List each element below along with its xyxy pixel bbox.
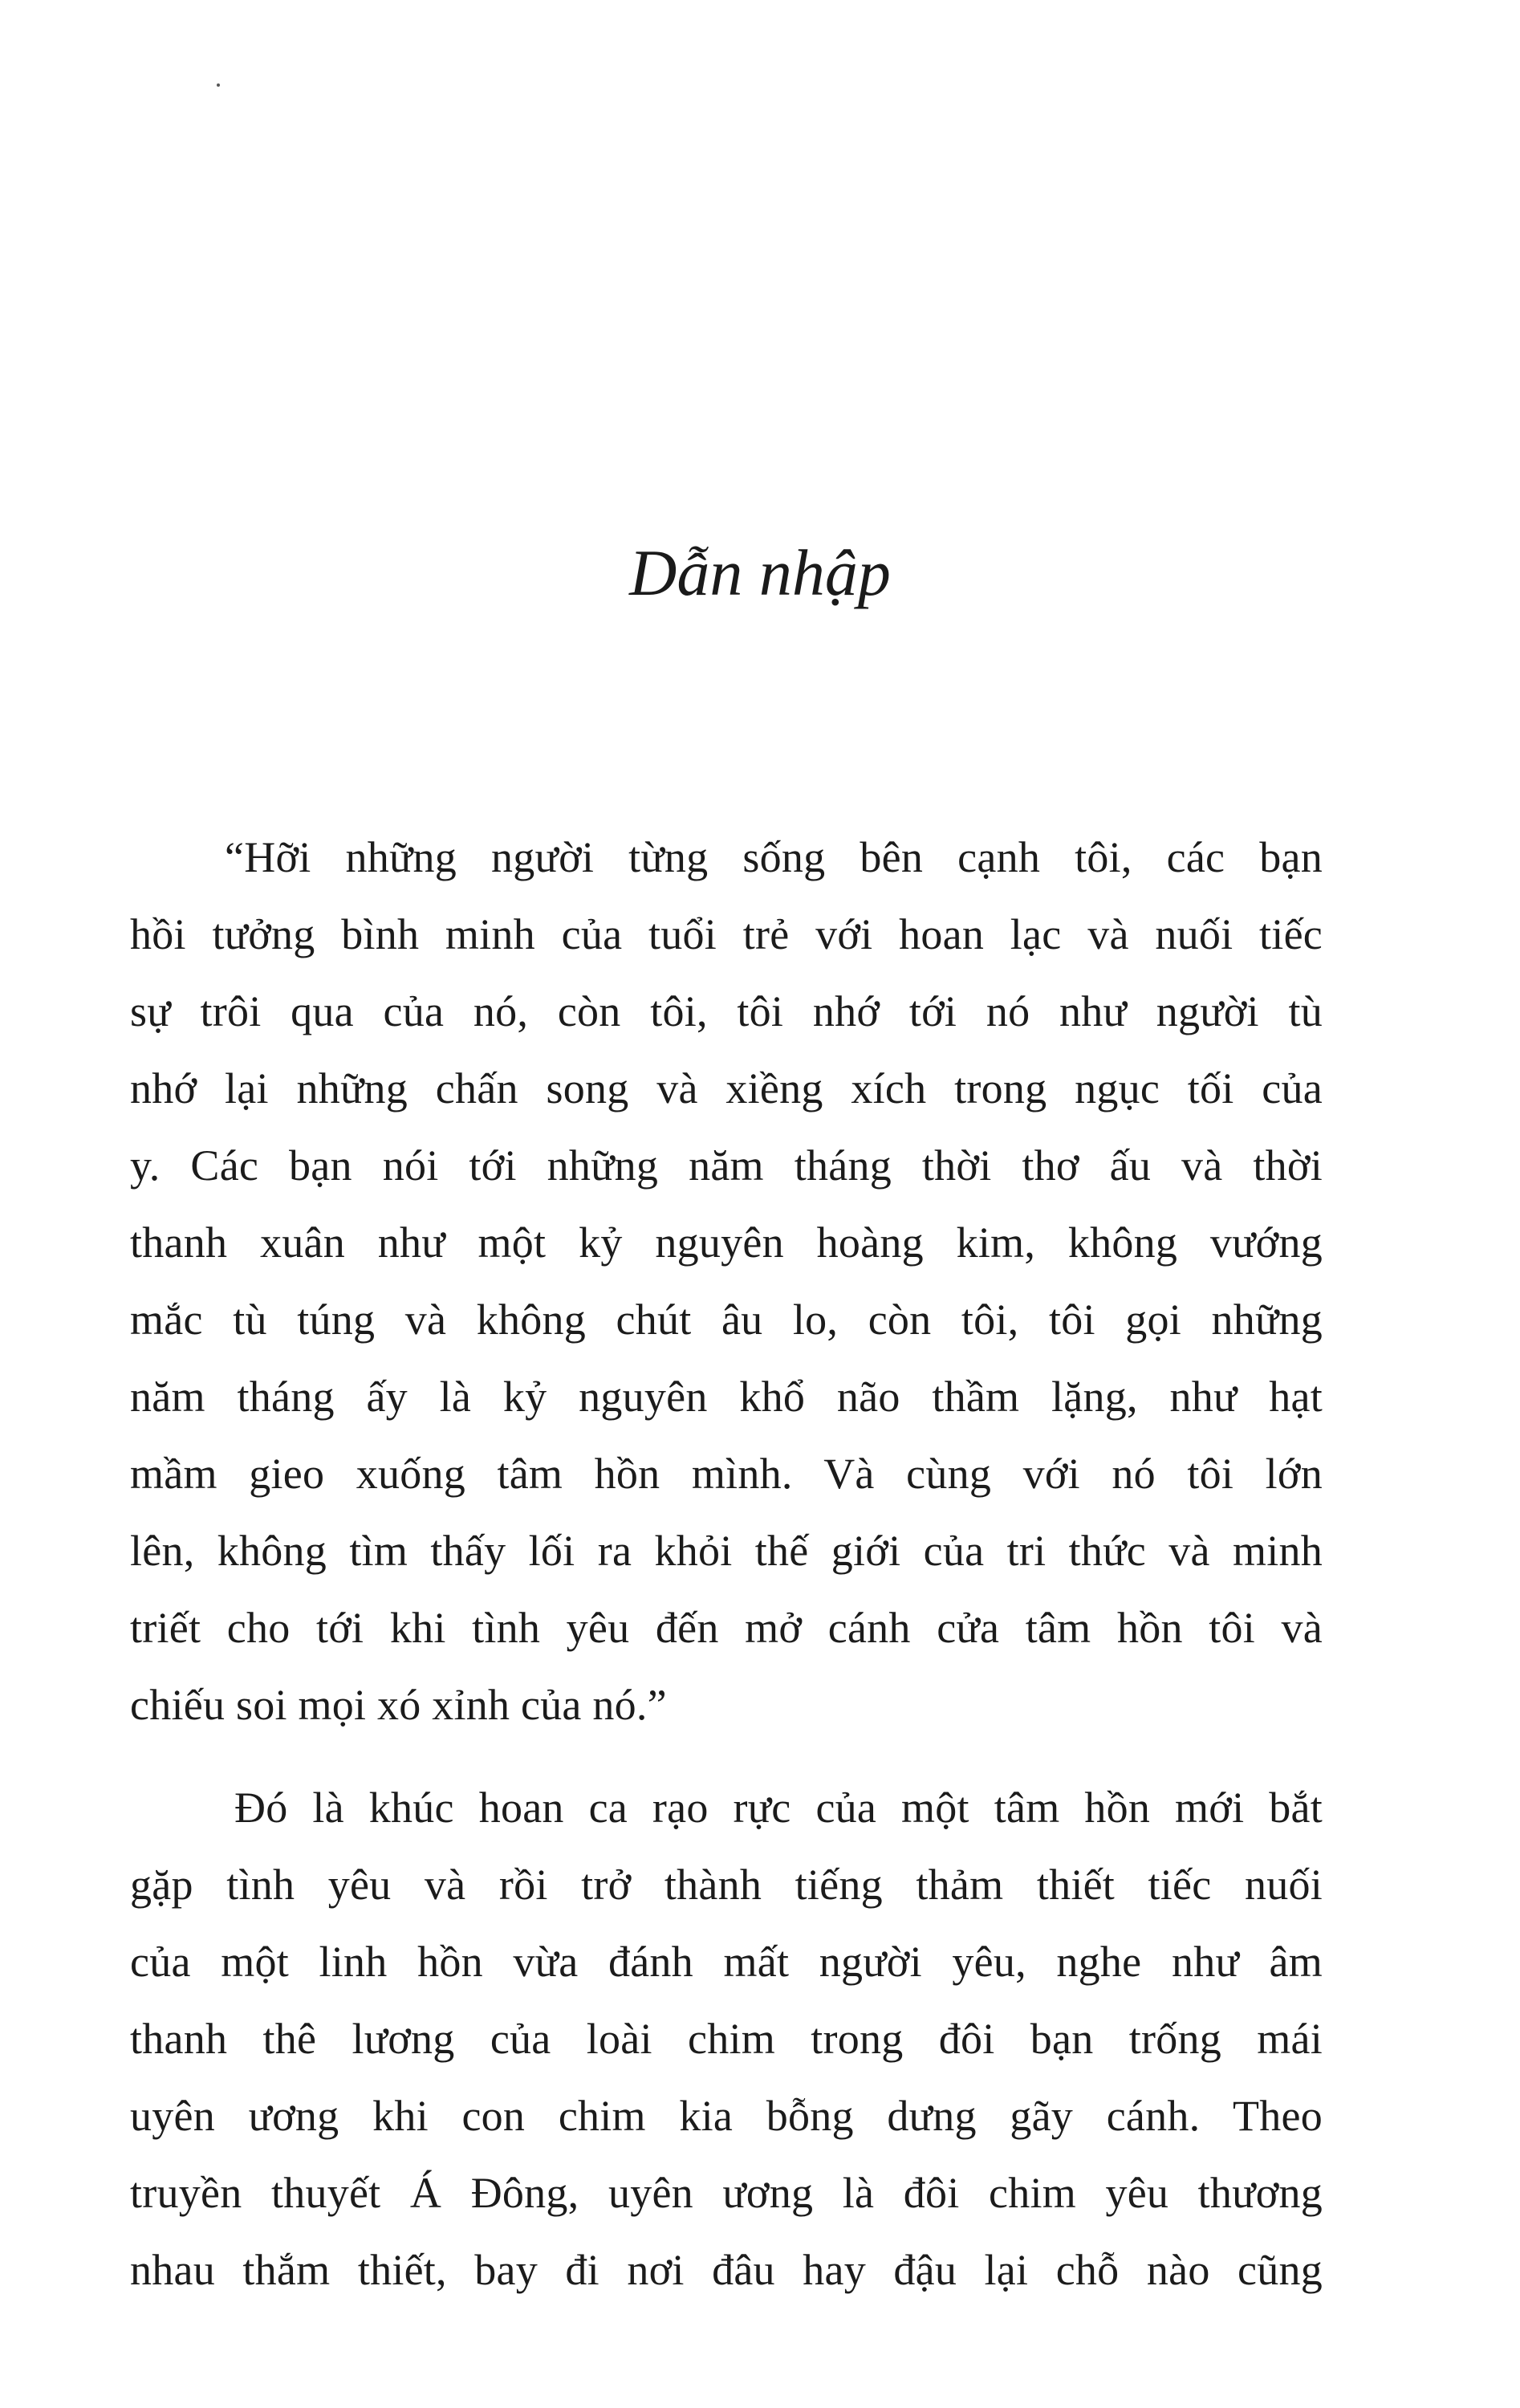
text-line: thanh thê lương của loài chim trong đôi bạn trống mái: [130, 2015, 1323, 2063]
text-line: gặp tình yêu và rồi trở thành tiếng thảm thiết tiếc nuối: [130, 1861, 1323, 1909]
text-line: nhớ lại những chấn song và xiềng xích trong ngục tối của: [130, 1064, 1323, 1112]
text-line: Đó là khúc hoan ca rạo rực của một tâm hồn mới bắt: [234, 1784, 1323, 1832]
text-line: hồi tưởng bình minh của tuổi trẻ với hoan lạc và nuối tiếc: [130, 910, 1323, 958]
paper-speck: [217, 83, 220, 87]
body-paragraph: [130, 1769, 1323, 2308]
text-line: mầm gieo xuống tâm hồn mình. Và cùng với nó tôi lớn: [130, 1450, 1323, 1498]
text-line: triết cho tới khi tình yêu đến mở cánh cửa tâm hồn tôi và: [130, 1604, 1323, 1652]
chapter-title: Dẫn nhập: [629, 536, 891, 609]
text-line: mắc tù túng và không chút âu lo, còn tôi, tôi gọi những: [130, 1296, 1323, 1344]
text-line: “Hỡi những người từng sống bên cạnh tôi, các bạn: [225, 833, 1323, 881]
text-line: nhau thắm thiết, bay đi nơi đâu hay đậu lại chỗ nào cũng: [130, 2246, 1323, 2294]
text-line: chiếu soi mọi xó xỉnh của nó.”: [130, 1681, 667, 1729]
text-line: lên, không tìm thấy lối ra khỏi thế giới của tri thức và minh: [130, 1527, 1323, 1575]
text-line: truyền thuyết Á Đông, uyên ương là đôi chim yêu thương: [130, 2169, 1323, 2217]
text-line: năm tháng ấy là kỷ nguyên khổ não thầm lặng, như hạt: [130, 1373, 1323, 1421]
text-line: của một linh hồn vừa đánh mất người yêu, nghe như âm: [130, 1938, 1323, 1986]
text-line: thanh xuân như một kỷ nguyên hoàng kim, không vướng: [130, 1218, 1323, 1267]
text-line: sự trôi qua của nó, còn tôi, tôi nhớ tới nó như người tù: [130, 987, 1323, 1035]
text-line: uyên ương khi con chim kia bỗng dưng gãy cánh. Theo: [130, 2092, 1323, 2140]
quote-paragraph: [130, 819, 1323, 1743]
text-line: y. Các bạn nói tới những năm tháng thời thơ ấu và thời: [130, 1141, 1323, 1190]
